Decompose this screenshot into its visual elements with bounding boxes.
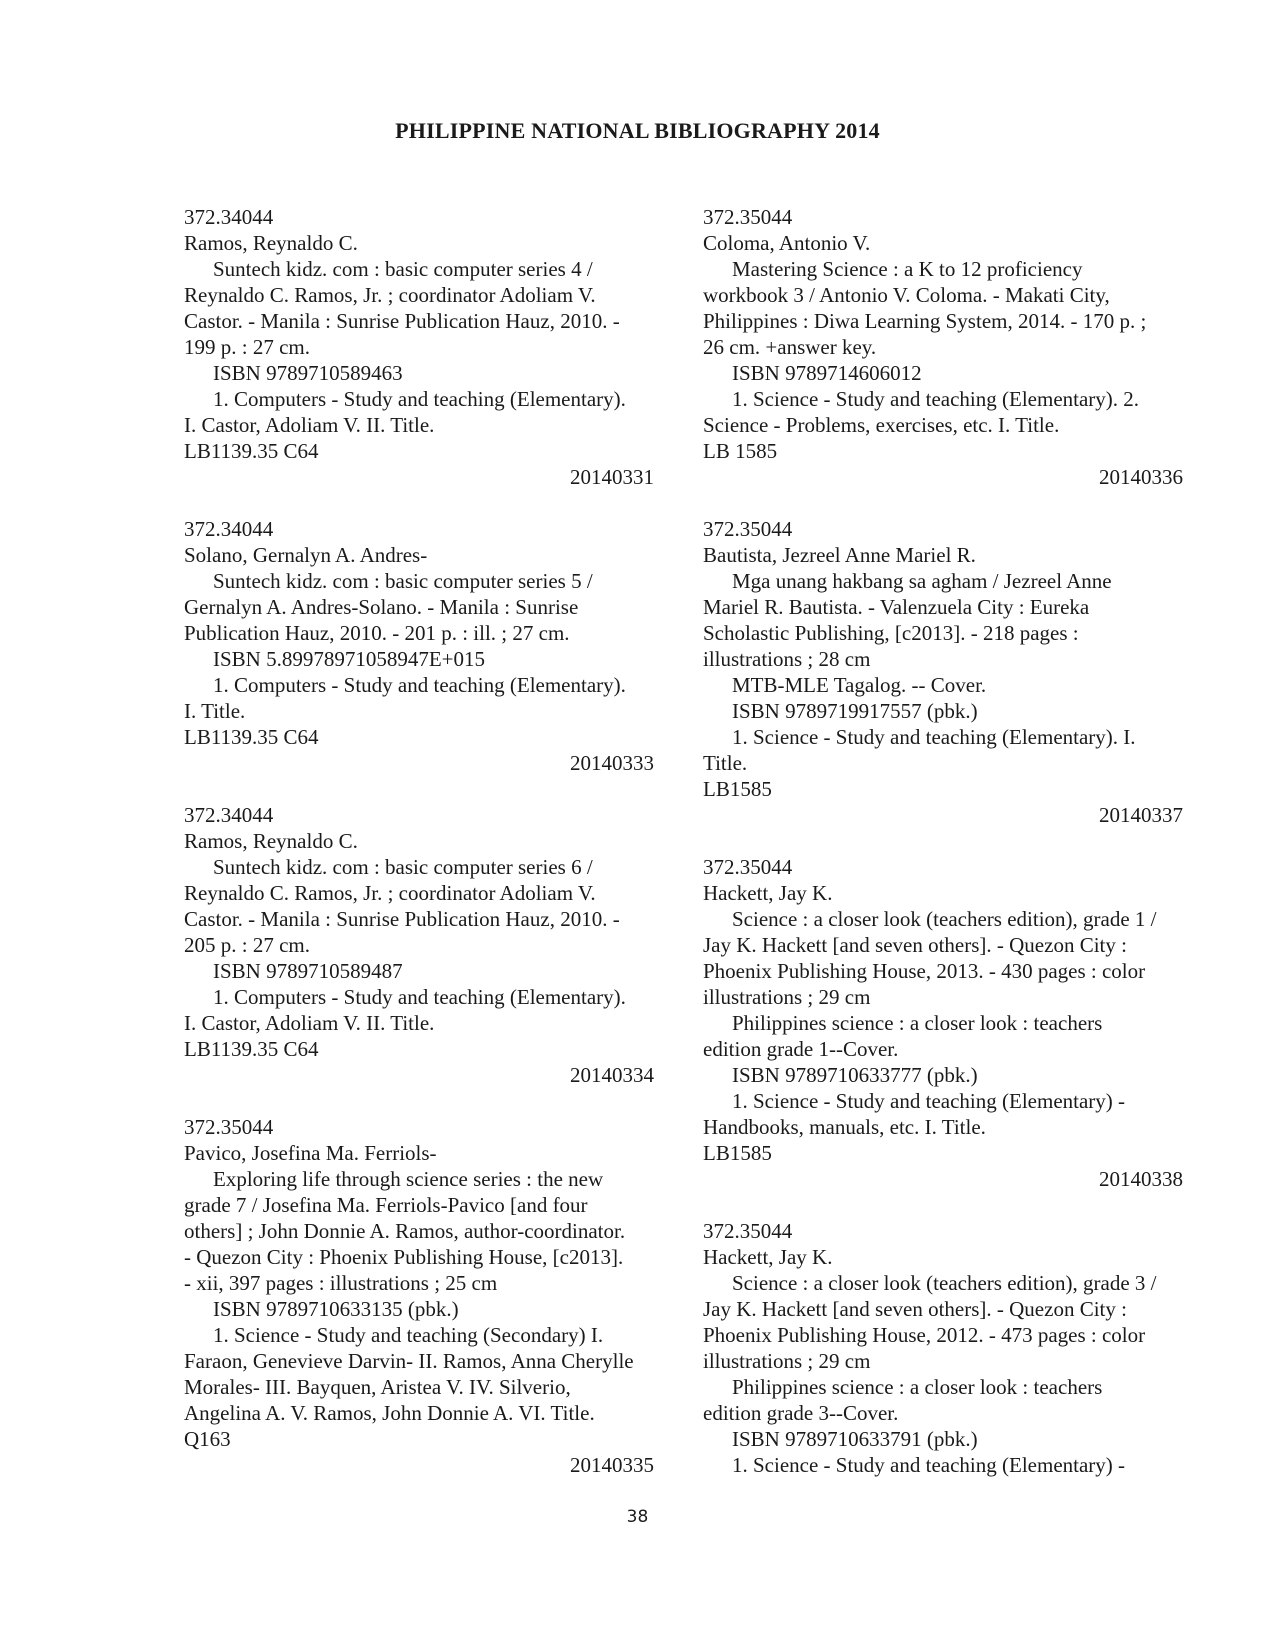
entry-line: LB1139.35 C64 xyxy=(184,725,319,749)
entry-line: Angelina A. V. Ramos, John Donnie A. VI. Title. xyxy=(184,1401,595,1425)
entry-line: - xii, 397 pages : illustrations ; 25 cm xyxy=(184,1271,498,1295)
author-heading: Pavico, Josefina Ma. Ferriols- xyxy=(184,1141,437,1165)
entry-line: I. Castor, Adoliam V. II. Title. xyxy=(184,413,435,437)
entry-line: Suntech kidz. com : basic computer series 4 / xyxy=(213,257,593,281)
entry-line: Science - Problems, exercises, etc. I. Title. xyxy=(703,413,1060,437)
entry-line: Reynaldo C. Ramos, Jr. ; coordinator Adoliam V. xyxy=(184,881,596,905)
entry-line: Jay K. Hackett [and seven others]. - Quezon City : xyxy=(703,933,1127,957)
entry-line: illustrations ; 28 cm xyxy=(703,647,871,671)
entry-line: Science : a closer look (teachers edition), grade 3 / xyxy=(732,1271,1157,1295)
entry-line: 26 cm. +answer key. xyxy=(703,335,877,359)
call-number: 372.34044 xyxy=(184,205,274,229)
control-number: 20140335 xyxy=(570,1453,654,1477)
entry-line: LB1585 xyxy=(703,1141,772,1165)
entry-line: Exploring life through science series : the new xyxy=(213,1167,604,1191)
entry-line: ISBN 5.89978971058947E+015 xyxy=(213,647,486,671)
catalog-entry xyxy=(703,854,1183,1192)
entry-line: 1. Computers - Study and teaching (Elementary). xyxy=(213,387,626,411)
left-column xyxy=(184,204,664,1478)
page-heading: PHILIPPINE NATIONAL BIBLIOGRAPHY 2014 xyxy=(395,118,880,143)
entry-line: 1. Science - Study and teaching (Elementary) - xyxy=(732,1453,1126,1477)
page-number: 38 xyxy=(626,1507,649,1527)
entry-line: Castor. - Manila : Sunrise Publication Hauz, 2010. - xyxy=(184,907,620,931)
entry-line: Jay K. Hackett [and seven others]. - Quezon City : xyxy=(703,1297,1127,1321)
control-number: 20140334 xyxy=(570,1063,654,1087)
entry-line: LB1585 xyxy=(703,777,772,801)
entry-line: I. Castor, Adoliam V. II. Title. xyxy=(184,1011,435,1035)
entry-line: 1. Science - Study and teaching (Secondary) I. xyxy=(213,1323,604,1347)
entry-line: 1. Science - Study and teaching (Elementary). 2. xyxy=(732,387,1140,411)
call-number: 372.35044 xyxy=(703,517,793,541)
entry-line: Philippines science : a closer look : teachers xyxy=(732,1375,1103,1399)
entry-line: edition grade 1--Cover. xyxy=(703,1037,899,1061)
entry-line: 1. Computers - Study and teaching (Elementary). xyxy=(213,985,626,1009)
entry-line: MTB-MLE Tagalog. -- Cover. xyxy=(732,673,987,697)
author-heading: Hackett, Jay K. xyxy=(703,1245,833,1269)
entry-line: ISBN 9789710633791 (pbk.) xyxy=(732,1427,978,1451)
entry-line: Mastering Science : a K to 12 proficiency xyxy=(732,257,1083,281)
entry-line: Science : a closer look (teachers edition), grade 1 / xyxy=(732,907,1157,931)
entry-line: I. Title. xyxy=(184,699,246,723)
entry-line: Philippines science : a closer look : teachers xyxy=(732,1011,1103,1035)
control-number: 20140336 xyxy=(1099,465,1183,489)
catalog-entry xyxy=(703,516,1183,828)
entry-line: Publication Hauz, 2010. - 201 p. : ill. ; 27 cm. xyxy=(184,621,570,645)
entry-line: Reynaldo C. Ramos, Jr. ; coordinator Adoliam V. xyxy=(184,283,596,307)
entry-line: 205 p. : 27 cm. xyxy=(184,933,310,957)
entry-line: ISBN 9789710633777 (pbk.) xyxy=(732,1063,978,1087)
entry-line: Handbooks, manuals, etc. I. Title. xyxy=(703,1115,986,1139)
control-number: 20140331 xyxy=(570,465,654,489)
right-column xyxy=(703,204,1183,1478)
entry-line: 199 p. : 27 cm. xyxy=(184,335,310,359)
entry-line: Mariel R. Bautista. - Valenzuela City : Eureka xyxy=(703,595,1090,619)
author-heading: Solano, Gernalyn A. Andres- xyxy=(184,543,428,567)
entry-line: Mga unang hakbang sa agham / Jezreel Anne xyxy=(732,569,1112,593)
entry-line: illustrations ; 29 cm xyxy=(703,1349,871,1373)
author-heading: Ramos, Reynaldo C. xyxy=(184,829,358,853)
entry-line: others] ; John Donnie A. Ramos, author-coordinator. xyxy=(184,1219,626,1243)
call-number: 372.35044 xyxy=(703,855,793,879)
entry-line: ISBN 9789719917557 (pbk.) xyxy=(732,699,978,723)
entry-line: Phoenix Publishing House, 2012. - 473 pages : color xyxy=(703,1323,1146,1347)
call-number: 372.35044 xyxy=(184,1115,274,1139)
catalog-entry xyxy=(184,802,664,1088)
entry-line: Scholastic Publishing, [c2013]. - 218 pages : xyxy=(703,621,1079,645)
author-heading: Hackett, Jay K. xyxy=(703,881,833,905)
entry-line: Q163 xyxy=(184,1427,231,1451)
entry-line: edition grade 3--Cover. xyxy=(703,1401,899,1425)
call-number: 372.34044 xyxy=(184,517,274,541)
entry-line: Castor. - Manila : Sunrise Publication Hauz, 2010. - xyxy=(184,309,620,333)
entry-line: Gernalyn A. Andres-Solano. - Manila : Sunrise xyxy=(184,595,579,619)
control-number: 20140338 xyxy=(1099,1167,1183,1191)
call-number: 372.35044 xyxy=(703,205,793,229)
entry-line: 1. Science - Study and teaching (Elementary). I. xyxy=(732,725,1136,749)
entry-line: grade 7 / Josefina Ma. Ferriols-Pavico [and four xyxy=(184,1193,588,1217)
entry-line: Title. xyxy=(703,751,748,775)
entry-line: workbook 3 / Antonio V. Coloma. - Makati City, xyxy=(703,283,1110,307)
control-number: 20140337 xyxy=(1099,803,1183,827)
catalog-entry xyxy=(184,1114,664,1478)
entry-line: - Quezon City : Phoenix Publishing House, [c2013]. xyxy=(184,1245,624,1269)
catalog-entry xyxy=(184,204,664,490)
entry-line: LB1139.35 C64 xyxy=(184,439,319,463)
catalog-entry xyxy=(184,516,664,776)
entry-line: 1. Science - Study and teaching (Elementary) - xyxy=(732,1089,1126,1113)
catalog-entry xyxy=(703,1218,1183,1478)
author-heading: Coloma, Antonio V. xyxy=(703,231,871,255)
entry-line: ISBN 9789710589463 xyxy=(213,361,403,385)
entry-line: ISBN 9789710633135 (pbk.) xyxy=(213,1297,459,1321)
entry-line: Philippines : Diwa Learning System, 2014. - 170 p. ; xyxy=(703,309,1147,333)
entry-line: Suntech kidz. com : basic computer series 6 / xyxy=(213,855,593,879)
catalog-entry xyxy=(703,204,1183,490)
entry-line: illustrations ; 29 cm xyxy=(703,985,871,1009)
entry-line: Morales- III. Bayquen, Aristea V. IV. Silverio, xyxy=(184,1375,571,1399)
entry-line: Suntech kidz. com : basic computer series 5 / xyxy=(213,569,593,593)
entry-line: Faraon, Genevieve Darvin- II. Ramos, Anna Cherylle xyxy=(184,1349,634,1373)
control-number: 20140333 xyxy=(570,751,654,775)
entry-line: LB 1585 xyxy=(703,439,778,463)
call-number: 372.34044 xyxy=(184,803,274,827)
call-number: 372.35044 xyxy=(703,1219,793,1243)
entry-line: ISBN 9789714606012 xyxy=(732,361,922,385)
entry-line: ISBN 9789710589487 xyxy=(213,959,403,983)
author-heading: Ramos, Reynaldo C. xyxy=(184,231,358,255)
entry-line: LB1139.35 C64 xyxy=(184,1037,319,1061)
entry-line: 1. Computers - Study and teaching (Elementary). xyxy=(213,673,626,697)
author-heading: Bautista, Jezreel Anne Mariel R. xyxy=(703,543,976,567)
entry-line: Phoenix Publishing House, 2013. - 430 pages : color xyxy=(703,959,1146,983)
